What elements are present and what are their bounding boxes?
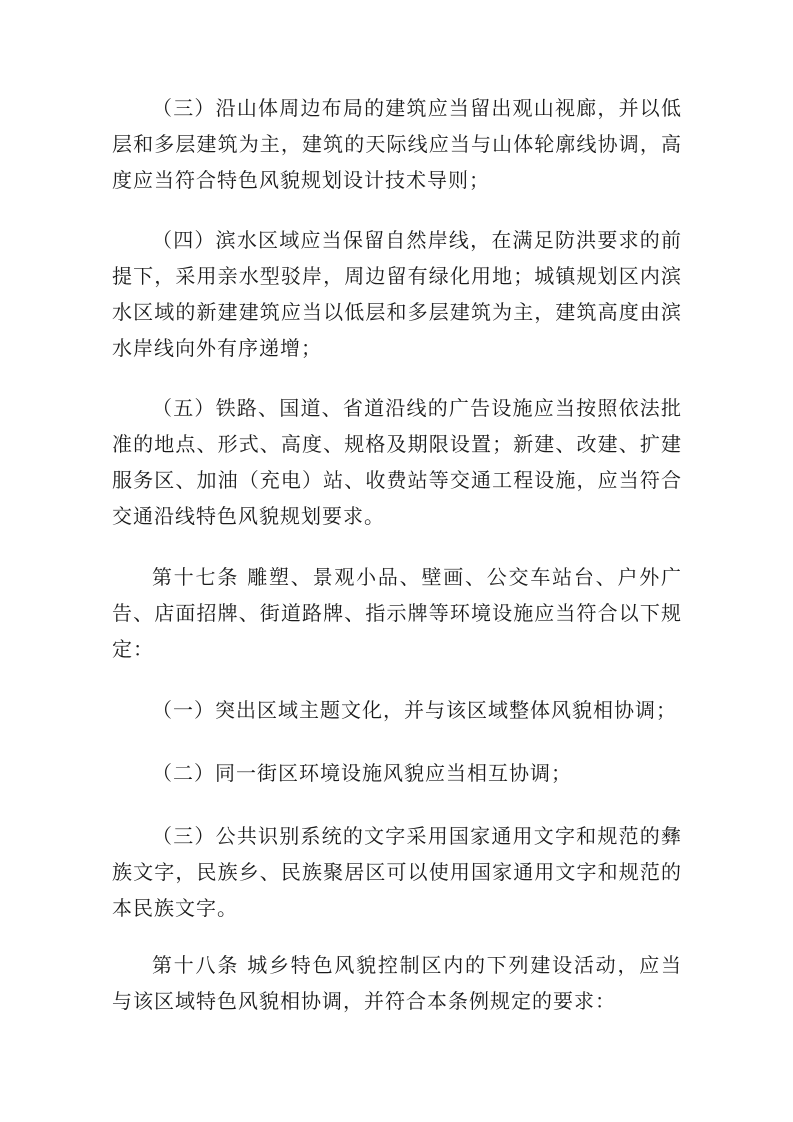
paragraph-article-17-item-1: （一）突出区域主题文化，并与该区域整体风貌相协调； bbox=[152, 698, 677, 722]
paragraph-item-5-traffic-lines: （五）铁路、国道、省道沿线的广告设施应当按照依法批准的地点、形式、高度、规格及期限设置；新建、改建、扩建服务区、加油（充电）站、收费站等交通工程设施，应当符合交通沿线特色风貌规划要求。 bbox=[112, 396, 682, 528]
article-17: 第十七条 雕塑、景观小品、壁画、公交车站台、户外广告、店面招牌、街道路牌、指示牌等环境设施应当符合以下规定： bbox=[112, 565, 682, 661]
paragraph-item-4-waterfront: （四）滨水区域应当保留自然岸线，在满足防洪要求的前提下，采用亲水型驳岸，周边留有绿化用地；城镇规划区内滨水区域的新建建筑应当以低层和多层建筑为主，建筑高度由滨水岸线向外有序递增； bbox=[112, 228, 682, 360]
paragraph-article-17-item-2: （二）同一街区环境设施风貌应当相互协调； bbox=[152, 761, 572, 785]
paragraph-article-17-item-3: （三）公共识别系统的文字采用国家通用文字和规范的彝族文字，民族乡、民族聚居区可以使用国家通用文字和规范的本民族文字。 bbox=[112, 824, 682, 920]
article-18: 第十八条 城乡特色风貌控制区内的下列建设活动，应当与该区域特色风貌相协调，并符合本条例规定的要求： bbox=[112, 953, 682, 1013]
paragraph-item-3-mountain-buildings: （三）沿山体周边布局的建筑应当留出观山视廊，并以低层和多层建筑为主，建筑的天际线应当与山体轮廓线协调，高度应当符合特色风貌规划设计技术导则； bbox=[112, 96, 682, 192]
